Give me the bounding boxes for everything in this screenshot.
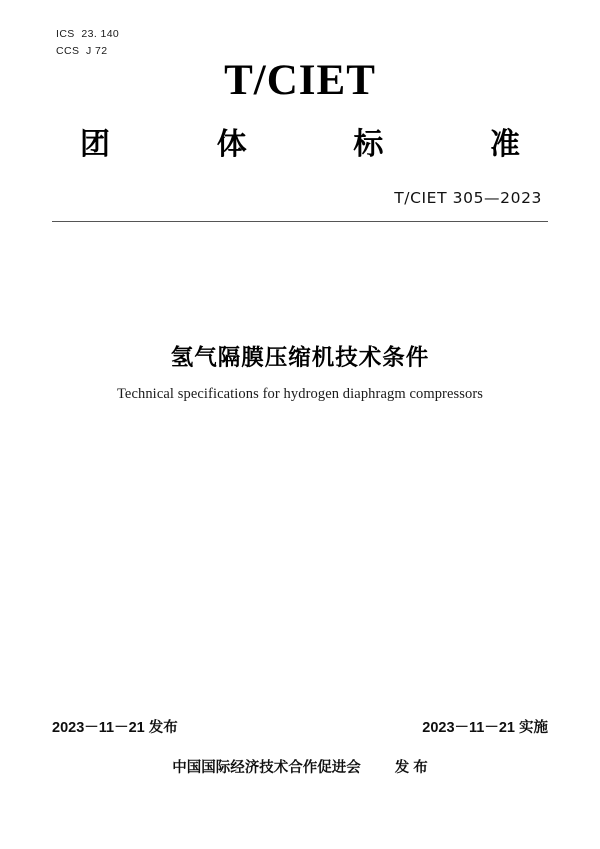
issuing-organization [0,756,600,777]
series-char-3: 标 [353,128,384,161]
series-char-4: 准 [489,128,520,161]
document-title-zh: 氢气隔膜压缩机技术条件 [170,345,430,370]
release-date: 2023－11－21 发布 [52,720,178,736]
series-char-2: 体 [216,128,247,161]
document-title-en: Technical specifications for hydrogen diaphragm compressors [116,386,484,402]
brand-title: T/CIET [224,57,376,104]
publication-dates [52,716,548,737]
standard-number: T/CIET 305—2023 [394,189,542,207]
effective-date: 2023－11－21 实施 [422,720,548,736]
ccs-code: CCS J 72 [56,45,108,57]
series-name [80,119,520,163]
ics-code: ICS 23. 140 [56,28,120,40]
issuer-name: 中国国际经济技术合作促进会 [172,760,361,776]
series-char-1: 团 [80,128,110,161]
header-divider [52,221,548,222]
classification-codes [56,26,119,60]
issue-label: 发 布 [394,760,428,776]
